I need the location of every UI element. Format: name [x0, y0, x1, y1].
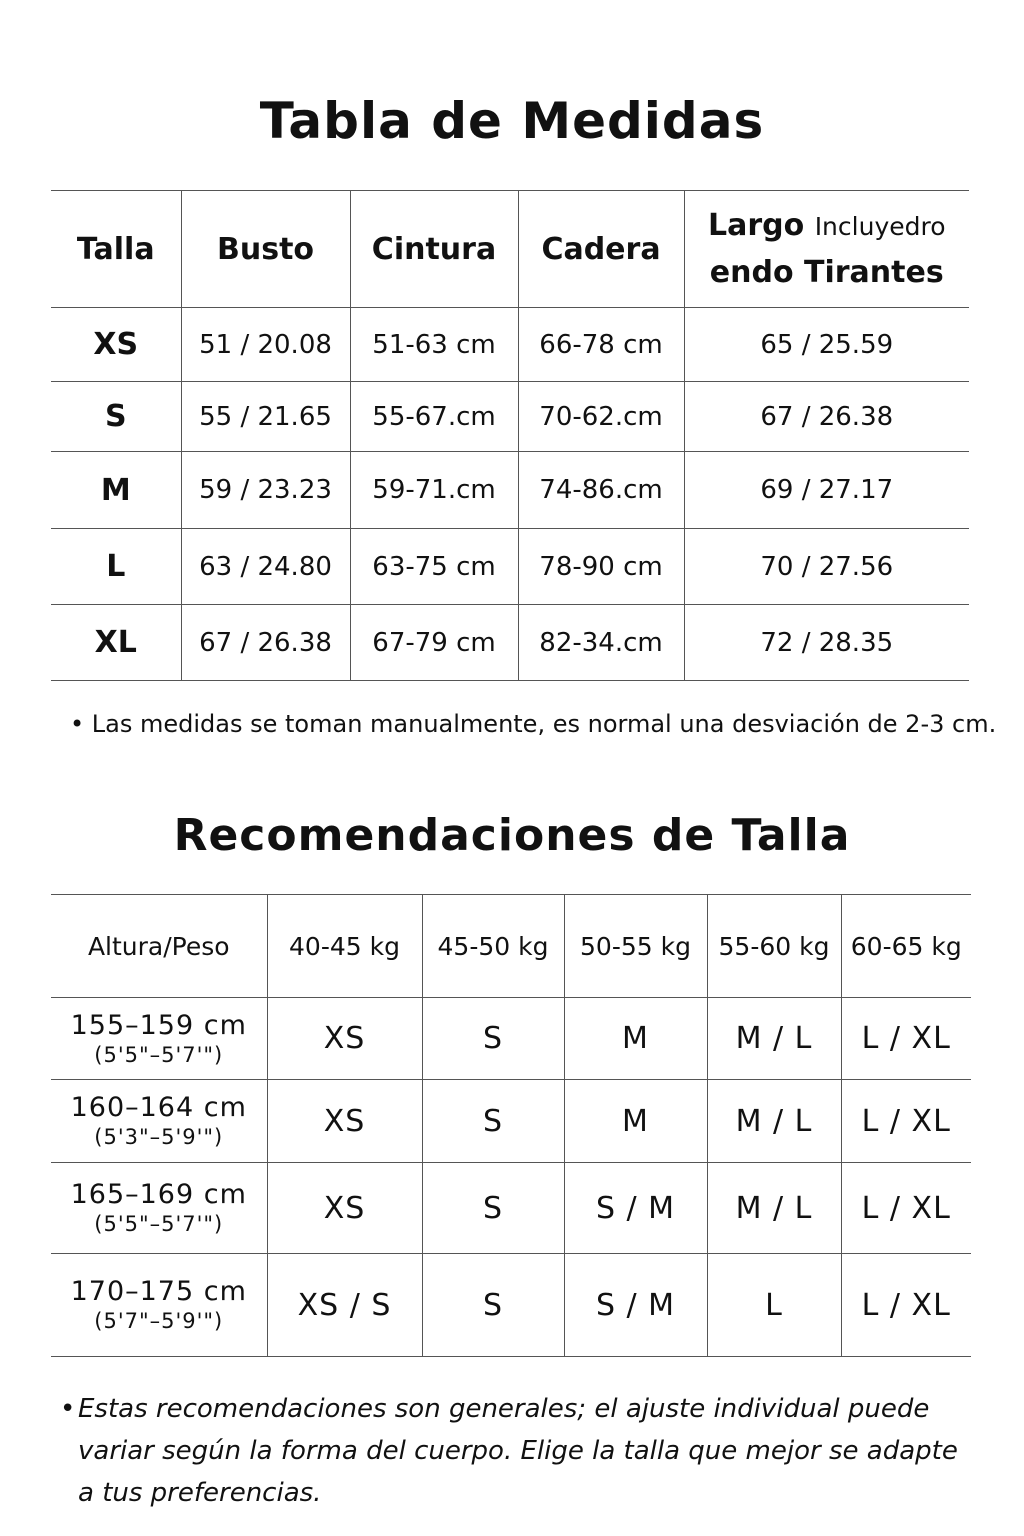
largo-value: 69 / 27.17 [684, 452, 969, 529]
table-row [51, 1163, 971, 1254]
height-cell [51, 1254, 267, 1357]
height-cell [51, 1163, 267, 1254]
cintura-value: 63-75 cm [350, 529, 518, 605]
table-row [51, 605, 969, 681]
table-row [51, 998, 971, 1080]
header-weight-range: 40-45 kg [267, 895, 422, 998]
header-cintura: Cintura [350, 191, 518, 308]
largo-value: 72 / 28.35 [684, 605, 969, 681]
height-cm: 160–164 cm [70, 1092, 247, 1123]
header-weight-range: 45-50 kg [422, 895, 564, 998]
height-cell [51, 1080, 267, 1163]
recommended-size: L [707, 1254, 841, 1357]
recommended-size: S [422, 998, 564, 1080]
cadera-value: 70-62.cm [518, 382, 684, 452]
table-row [51, 452, 969, 529]
recommended-size: M [564, 998, 707, 1080]
size-label: XS [93, 327, 139, 362]
table-row [51, 382, 969, 452]
height-cm: 155–159 cm [70, 1009, 247, 1041]
busto-value: 63 / 24.80 [181, 529, 350, 605]
recommended-size: XS [267, 1163, 422, 1254]
recommended-size: L / XL [841, 998, 971, 1080]
recommended-size: S [422, 1080, 564, 1163]
recommended-size: S / M [564, 1254, 707, 1357]
size-chart-header-row [51, 191, 969, 308]
height-cm: 165–169 cm [70, 1179, 247, 1210]
recommendations-note [60, 1388, 960, 1514]
recommended-size: XS [267, 998, 422, 1080]
header-weight-range: 55-60 kg [707, 895, 841, 998]
recommended-size: M / L [707, 998, 841, 1080]
bullet-icon: • [60, 1394, 76, 1424]
header-cadera: Cadera [518, 191, 684, 308]
table-row [51, 1254, 971, 1357]
height-cell [51, 998, 267, 1080]
header-largo-line2: endo Tirantes [709, 254, 944, 290]
height-ft: (5'5"–5'7'") [94, 1212, 224, 1236]
recommended-size: XS [267, 1080, 422, 1163]
header-weight-range: 50-55 kg [564, 895, 707, 998]
recommended-size: S / M [564, 1163, 707, 1254]
cintura-value: 51-63 cm [350, 308, 518, 382]
height-ft: (5'5"–5'7'") [94, 1042, 224, 1067]
size-chart-table [51, 190, 969, 681]
recommended-size: M / L [707, 1163, 841, 1254]
header-talla: Talla [76, 231, 155, 267]
header-largo [684, 191, 969, 308]
recommended-size: L / XL [841, 1254, 971, 1357]
header-busto: Busto [181, 191, 350, 308]
busto-value: 67 / 26.38 [181, 605, 350, 681]
cadera-value: 78-90 cm [518, 529, 684, 605]
recommendations-title: Recomendaciones de Talla [173, 810, 851, 861]
recommendations-note-text: Estas recomendaciones son generales; el ajuste individual puede variar según la forma del cuerpo. Elige la talla que mejor se adapte a tus preferencias. [78, 1394, 958, 1508]
height-cm: 170–175 cm [70, 1276, 247, 1307]
size-label: XL [94, 625, 137, 660]
largo-value: 70 / 27.56 [684, 529, 969, 605]
size-chart-title: Tabla de Medidas [259, 92, 765, 150]
size-label: L [106, 549, 126, 584]
recommended-size: S [422, 1254, 564, 1357]
table-row [51, 1080, 971, 1163]
cintura-value: 59-71.cm [350, 452, 518, 529]
recommendations-header-row [51, 895, 971, 998]
recommended-size: M [564, 1080, 707, 1163]
header-weight-range: 60-65 kg [841, 895, 971, 998]
height-ft: (5'7"–5'9'") [94, 1309, 224, 1333]
largo-value: 65 / 25.59 [684, 308, 969, 382]
recommended-size: M / L [707, 1080, 841, 1163]
busto-value: 51 / 20.08 [181, 308, 350, 382]
cadera-value: 66-78 cm [518, 308, 684, 382]
cadera-value: 74-86.cm [518, 452, 684, 529]
measurement-note: • Las medidas se toman manualmente, es normal una desviación de 2-3 cm. [70, 710, 997, 738]
table-row [51, 308, 969, 382]
header-largo-bold: Largo [707, 207, 805, 243]
cadera-value: 82-34.cm [518, 605, 684, 681]
recommended-size: XS / S [267, 1254, 422, 1357]
cintura-value: 55-67.cm [350, 382, 518, 452]
recommended-size: L / XL [841, 1080, 971, 1163]
header-largo-small: Incluyedro [814, 211, 946, 241]
cintura-value: 67-79 cm [350, 605, 518, 681]
height-ft: (5'3"–5'9'") [94, 1125, 224, 1149]
recommended-size: L / XL [841, 1163, 971, 1254]
recommended-size: S [422, 1163, 564, 1254]
size-label: M [100, 472, 131, 508]
recommendations-table [51, 894, 971, 1357]
table-row [51, 529, 969, 605]
busto-value: 59 / 23.23 [181, 452, 350, 529]
size-label: S [104, 399, 127, 434]
busto-value: 55 / 21.65 [181, 382, 350, 452]
largo-value: 67 / 26.38 [684, 382, 969, 452]
header-altura-peso: Altura/Peso [87, 931, 230, 961]
